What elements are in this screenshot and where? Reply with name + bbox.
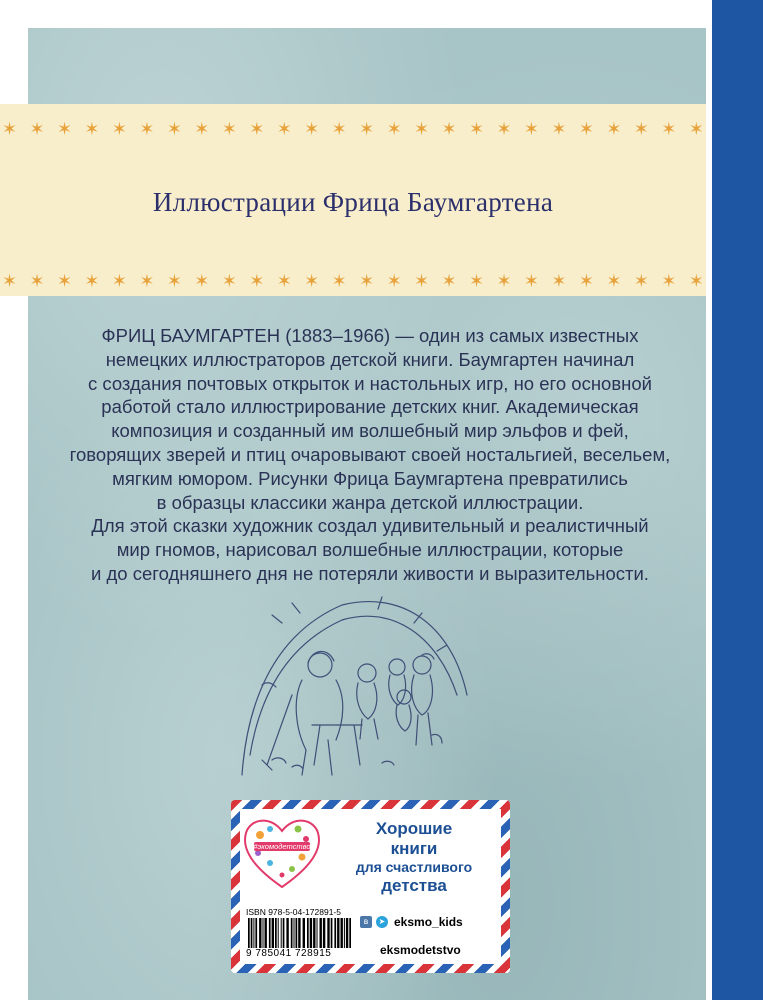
star-icon: ✶ [194, 271, 210, 292]
barcode-bar [278, 918, 279, 948]
star-icon: ✶ [56, 119, 73, 140]
barcode-bar [291, 918, 293, 948]
star-icon: ✶ [496, 119, 512, 140]
star-icon: ✶ [551, 119, 567, 140]
barcode-digits: 9 785041 728915 [246, 948, 332, 959]
barcode-bar [323, 918, 325, 948]
barcode-bar [327, 918, 329, 948]
star-icon: ✶ [633, 271, 649, 292]
star-icon: ✶ [166, 119, 182, 140]
barcode-bar [307, 918, 309, 948]
barcode-bar [275, 918, 277, 948]
cover-title: Иллюстрации Фрица Баумгартена [152, 187, 554, 217]
star-icon: ✶ [688, 271, 704, 292]
star-icon: ✶ [468, 119, 485, 140]
star-icon: ✶ [386, 271, 402, 292]
description-line: немецких иллюстраторов детской книги. Баумгартен начинал [105, 348, 635, 370]
barcode-bar [272, 918, 274, 948]
star-icon: ✶ [578, 271, 594, 292]
barcode-bar [259, 918, 261, 948]
description-line: работой стало иллюстрирование детских книг. Академическая [101, 396, 639, 418]
barcode-bar [294, 918, 295, 948]
star-border-bottom [0, 272, 706, 292]
star-icon: ✶ [2, 119, 18, 140]
barcode-bar [286, 918, 288, 948]
star-icon: ✶ [688, 119, 704, 140]
star-icon: ✶ [29, 119, 45, 140]
star-icon: ✶ [331, 119, 347, 140]
slogan-line: детства [381, 876, 447, 895]
barcode-bar [303, 918, 305, 948]
barcode-bar [337, 918, 339, 948]
website-text: eksmodetstvo [380, 943, 461, 957]
star-icon: ✶ [496, 271, 512, 292]
barcode-bar [320, 918, 322, 948]
description-line: и до сегодняшнего дня не потеряли живости и выразительности. [91, 562, 649, 584]
heart-text: #экомодетство [253, 842, 311, 851]
star-icon: ✶ [359, 119, 375, 140]
star-icon: ✶ [139, 271, 155, 292]
barcode-bar [344, 918, 345, 948]
star-icon: ✶ [523, 119, 539, 140]
star-icon: ✶ [523, 271, 539, 292]
star-icon: ✶ [111, 271, 127, 292]
star-icon: ✶ [2, 271, 18, 292]
star-icon: ✶ [414, 271, 430, 292]
barcode-bar [263, 918, 264, 948]
star-icon: ✶ [84, 271, 100, 292]
barcode-bar [296, 918, 298, 948]
star-icon: ✶ [304, 119, 320, 140]
slogan [332, 819, 496, 896]
star-icon: ✶ [633, 119, 649, 140]
description-line: Для этой сказки художник создал удивительный и реалистичный [91, 515, 649, 537]
slogan-line: для счастливого [355, 859, 473, 875]
barcode-bar [341, 918, 343, 948]
star-icon: ✶ [661, 119, 677, 140]
description-line: говорящих зверей и птиц очаровывают своей ностальгией, весельем, [69, 443, 671, 465]
isbn-text: ISBN 978-5-04-172891-5 [246, 907, 341, 917]
star-icon: ✶ [441, 271, 457, 292]
star-icon: ✶ [304, 271, 320, 292]
star-icon: ✶ [84, 119, 100, 140]
description-line: мягким юмором. Рисунки Фрица Баумгартена превратились [112, 467, 628, 489]
barcode-bar [248, 918, 250, 948]
telegram-icon: ➤ [376, 916, 388, 928]
star-icon: ✶ [29, 271, 45, 292]
barcode-bar [265, 918, 267, 948]
barcode-bar [310, 918, 312, 948]
star-icon: ✶ [166, 271, 182, 292]
barcode-bar [346, 918, 348, 948]
social-row [360, 915, 463, 929]
star-icon: ✶ [249, 119, 265, 140]
barcode-bar [281, 918, 282, 948]
description-line: композиция и созданный им волшебный мир эльфов и фей, [111, 420, 629, 442]
description-line: с создания почтовых открыток и настольных игр, но его основной [87, 372, 652, 394]
barcode-bar [313, 918, 315, 948]
star-icon: ✶ [386, 119, 402, 140]
social-handle: eksmo_kids [394, 915, 463, 929]
barcode-bar [349, 918, 351, 948]
publisher-sticker [231, 800, 510, 973]
barcode-bar [251, 918, 253, 948]
star-icon: ✶ [194, 119, 210, 140]
star-icon: ✶ [249, 271, 265, 292]
star-icon: ✶ [441, 119, 457, 140]
sticker-content [240, 809, 501, 964]
barcode-bar [334, 918, 336, 948]
star-icon: ✶ [139, 119, 155, 140]
star-icon: ✶ [276, 119, 292, 140]
slogan-line: Хорошие [375, 819, 453, 838]
star-icon: ✶ [414, 119, 430, 140]
star-icon: ✶ [56, 271, 73, 292]
barcode-bar [253, 918, 254, 948]
star-icon: ✶ [606, 271, 622, 292]
description-line: в образцы классики жанра детской иллюстрации. [156, 491, 584, 513]
barcode-bar [255, 918, 257, 948]
star-icon: ✶ [221, 271, 237, 292]
description-line: мир гномов, нарисовал волшебные иллюстрации, которые [116, 539, 624, 561]
description-line: ФРИЦ БАУМГАРТЕН (1883–1966) — один из самых известных [101, 325, 639, 346]
heart-logo-icon [240, 813, 324, 893]
vk-icon: в [360, 916, 372, 928]
star-icon: ✶ [661, 271, 677, 292]
description-text [60, 324, 680, 586]
slogan-line: книги [390, 839, 438, 858]
star-icon: ✶ [468, 271, 485, 292]
gnomes-illustration [232, 585, 472, 785]
star-icon: ✶ [276, 271, 292, 292]
star-icon: ✶ [551, 271, 567, 292]
barcode-bar [269, 918, 271, 948]
barcode-bar [283, 918, 285, 948]
star-icon: ✶ [606, 119, 622, 140]
barcode-bar [331, 918, 333, 948]
star-icon: ✶ [221, 119, 237, 140]
star-border-top [0, 120, 706, 140]
star-icon: ✶ [359, 271, 375, 292]
barcode-bar [298, 918, 300, 948]
book-spine [712, 0, 763, 1000]
barcode-bar [317, 918, 318, 948]
star-icon: ✶ [578, 119, 594, 140]
star-icon: ✶ [111, 119, 127, 140]
star-icon: ✶ [331, 271, 347, 292]
